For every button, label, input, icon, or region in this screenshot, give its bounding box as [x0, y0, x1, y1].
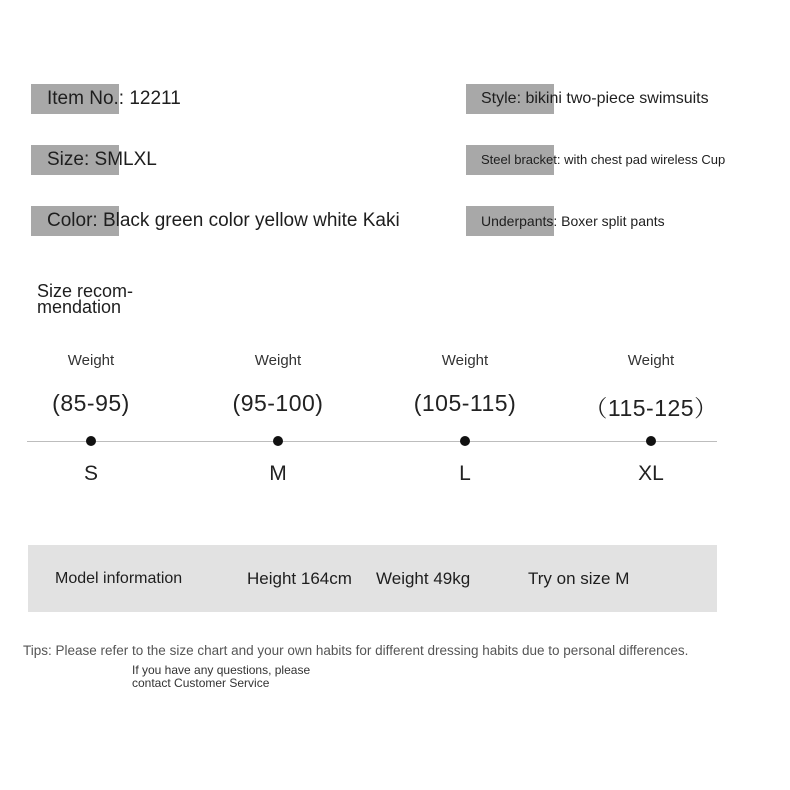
spec-item-no-text: Item No.: 12211 [47, 88, 181, 109]
size-marker-dot [460, 436, 470, 446]
size-marker-dot [86, 436, 96, 446]
weight-range: (85-95) [52, 390, 130, 416]
size-recommendation-title: Size recom- mendation [37, 281, 134, 317]
size-marker-dot [273, 436, 283, 446]
model-height: Height 164cm [247, 569, 352, 588]
weight-label: Weight [627, 352, 675, 369]
model-try-on-size: Try on size M [528, 569, 630, 588]
weight-label: Weight [254, 352, 302, 369]
model-info-label: Model information [55, 570, 183, 587]
weight-label: Weight [441, 352, 489, 369]
size-label: L [459, 462, 471, 485]
spec-steel-bracket-text: Steel bracket: with chest pad wireless Cup [481, 152, 726, 167]
size-label: M [269, 462, 287, 485]
spec-color-text: Color: Black green color yellow white Kaki [47, 210, 400, 231]
size-label: XL [638, 462, 664, 485]
size-marker-dot [646, 436, 656, 446]
model-weight: Weight 49kg [376, 569, 471, 588]
model-information-box [28, 545, 717, 612]
weight-range: （115-125） [584, 395, 718, 421]
size-label: S [83, 462, 98, 485]
spec-size-text: Size: SMLXL [47, 149, 157, 170]
contact-text: If you have any questions, please contact Customer Service [132, 663, 311, 690]
weight-range: (95-100) [232, 390, 324, 416]
size-axis-line [27, 441, 717, 442]
spec-style-text: Style: bikini two-piece swimsuits [481, 90, 709, 107]
weight-range: (105-115) [413, 390, 517, 416]
tips-text: Tips: Please refer to the size chart and your own habits for different dressing habits due to personal differences. [23, 643, 689, 658]
weight-label: Weight [67, 352, 115, 369]
spec-underpants-text: Underpants: Boxer split pants [481, 213, 665, 229]
